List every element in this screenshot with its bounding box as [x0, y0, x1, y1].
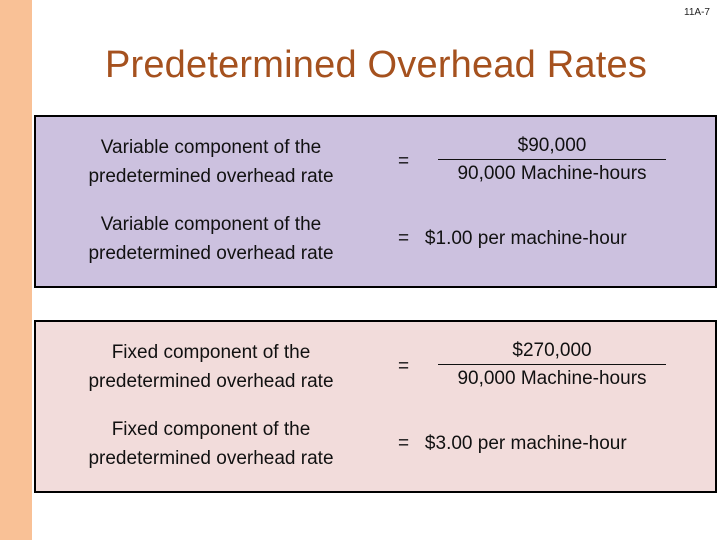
- fixed-result-label: [46, 415, 376, 473]
- fraction-denominator: 90,000 Machine-hours: [457, 163, 647, 184]
- equals-sign: =: [398, 356, 410, 377]
- fraction-numerator: $270,000: [512, 340, 592, 361]
- variable-result: = $1.00 per machine-hour: [398, 228, 627, 249]
- fixed-component-box: [34, 320, 717, 493]
- label-line: predetermined overhead rate: [88, 371, 334, 392]
- side-accent-strip: [0, 0, 32, 540]
- fixed-result: = $3.00 per machine-hour: [398, 433, 627, 454]
- fraction-denominator: 90,000 Machine-hours: [457, 368, 647, 389]
- fixed-formula-label: [46, 338, 376, 396]
- fraction-numerator: $90,000: [517, 135, 587, 156]
- label-line: Variable component of the: [100, 137, 322, 158]
- slide-number: 11A-7: [684, 7, 710, 18]
- variable-fraction: [438, 133, 666, 188]
- label-line: predetermined overhead rate: [88, 166, 334, 187]
- label-line: Fixed component of the: [111, 342, 311, 363]
- slide-title: Predetermined Overhead Rates: [104, 44, 648, 86]
- variable-component-box: [34, 115, 717, 288]
- label-line: Variable component of the: [100, 214, 322, 235]
- variable-formula-label: [46, 133, 376, 191]
- fixed-fraction: [438, 338, 666, 393]
- label-line: Fixed component of the: [111, 419, 311, 440]
- equals-sign: =: [398, 151, 410, 172]
- variable-result-label: [46, 210, 376, 268]
- label-line: predetermined overhead rate: [88, 448, 334, 469]
- label-line: predetermined overhead rate: [88, 243, 334, 264]
